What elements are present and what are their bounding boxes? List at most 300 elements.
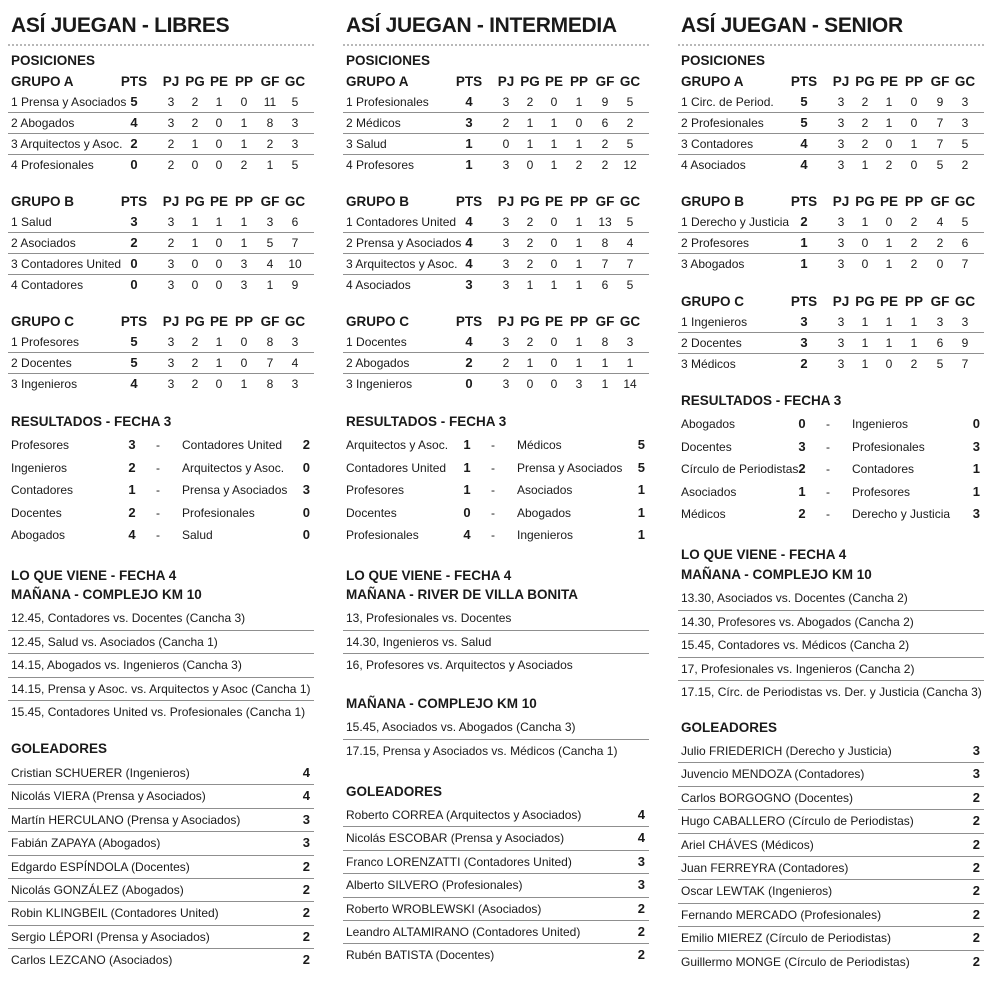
stat-pg: 0	[526, 158, 534, 172]
stat-pe: 0	[885, 215, 893, 229]
stat-pp: 2	[575, 158, 583, 172]
team-points: 0	[130, 277, 138, 292]
team-name	[346, 155, 414, 175]
result-row	[678, 481, 984, 504]
stat-pe: 1	[550, 278, 558, 292]
col-header-gc: GC	[954, 294, 976, 309]
standings-header	[343, 72, 649, 92]
scorer-row	[343, 944, 649, 966]
team-label: Contadores United	[356, 215, 457, 229]
stat-pp: 0	[240, 335, 248, 349]
team-label: Circ. de Period.	[691, 95, 774, 109]
away-team: Prensa y Asociados	[182, 483, 288, 497]
scorer-row	[8, 926, 314, 949]
group-name: GRUPO B	[11, 194, 75, 209]
team-name	[681, 212, 789, 232]
scorer-goals: 3	[302, 835, 310, 851]
team-points: 3	[130, 214, 138, 229]
col-header-pp: PP	[904, 294, 923, 309]
stat-gf: 2	[601, 158, 609, 172]
home-team: Profesionales	[346, 528, 419, 542]
scorer-row	[678, 740, 984, 763]
col-header-pp: PP	[904, 194, 923, 209]
result-row	[8, 524, 314, 547]
fixtures-list	[678, 587, 984, 704]
stat-gc: 3	[961, 95, 969, 109]
scorer-goals: 3	[972, 766, 980, 782]
col-header-pts: PTS	[120, 194, 148, 209]
scorer-name: Carlos LEZCANO (Asociados)	[11, 953, 173, 968]
col-header-pe: PE	[544, 194, 563, 209]
scorer-name: Robin KLINGBEIL (Contadores United)	[11, 906, 219, 921]
team-label: Profesionales	[356, 95, 429, 109]
stat-pp: 0	[240, 356, 248, 370]
stat-pe: 1	[885, 257, 893, 271]
result-row	[343, 434, 649, 457]
stat-pg: 2	[191, 95, 199, 109]
home-team: Profesores	[346, 483, 405, 497]
scorer-name: Leandro ALTAMIRANO (Contadores United)	[346, 924, 581, 939]
scorer-goals: 2	[637, 923, 645, 939]
team-label: Abogados	[690, 257, 745, 271]
score-separator: -	[491, 460, 495, 475]
col-header-pts: PTS	[455, 314, 483, 329]
stat-pp: 1	[910, 336, 918, 350]
team-position: 4	[346, 278, 353, 292]
team-position: 1	[346, 95, 353, 109]
col-header-pj: PJ	[832, 194, 850, 209]
stat-gc: 4	[291, 356, 299, 370]
away-score: 0	[302, 504, 310, 520]
stat-pg: 1	[526, 116, 534, 130]
team-points: 1	[465, 157, 473, 172]
col-header-pj: PJ	[497, 314, 515, 329]
team-position: 2	[346, 356, 353, 370]
venue-label-2: MAÑANA - COMPLEJO KM 10	[346, 696, 537, 711]
team-points: 3	[465, 115, 473, 130]
stat-pp: 1	[240, 215, 248, 229]
stat-pe: 2	[885, 158, 893, 172]
stat-pj: 3	[837, 95, 845, 109]
stat-pj: 3	[837, 357, 845, 371]
score-separator: -	[156, 505, 160, 520]
stat-gc: 3	[961, 315, 969, 329]
team-label: Ingenieros	[21, 377, 78, 391]
stat-pe: 1	[215, 215, 223, 229]
team-position: 3	[681, 137, 688, 151]
scorer-row	[343, 827, 649, 850]
team-label: Abogados	[355, 356, 410, 370]
results-list	[343, 434, 649, 547]
stat-pg: 1	[191, 215, 199, 229]
stat-pg: 0	[861, 236, 869, 250]
team-name	[681, 113, 764, 133]
standings-row	[343, 374, 649, 394]
team-name	[681, 254, 744, 274]
col-header-pts: PTS	[455, 74, 483, 89]
team-position: 3	[681, 357, 688, 371]
scorer-name: Roberto WROBLEWSKI (Asociados)	[346, 901, 542, 916]
stat-pp: 1	[575, 356, 583, 370]
title-divider	[343, 44, 649, 46]
home-score: 1	[463, 482, 471, 497]
home-team: Docentes	[346, 505, 397, 520]
posiciones-label: POSICIONES	[681, 53, 766, 68]
fixture-row: 13.30, Asociados vs. Docentes (Cancha 2)	[678, 587, 984, 611]
group-name: GRUPO A	[11, 74, 74, 89]
away-team: Ingenieros	[852, 417, 909, 431]
standings-row	[678, 134, 984, 155]
team-points: 5	[130, 94, 138, 109]
team-position: 2	[11, 116, 18, 130]
stat-gc: 9	[291, 278, 299, 292]
away-team: Profesionales	[852, 439, 925, 454]
stat-pp: 0	[910, 116, 918, 130]
fixture-row: 14.30, Profesores vs. Abogados (Cancha 2)	[678, 611, 984, 635]
standings-table-2	[678, 192, 984, 274]
scorer-goals: 2	[302, 928, 310, 944]
home-score: 3	[798, 438, 806, 454]
stat-gf: 8	[266, 335, 274, 349]
standings-row	[8, 113, 314, 134]
home-team: Abogados	[681, 417, 736, 431]
team-points: 5	[130, 334, 138, 349]
col-header-pg: PG	[855, 194, 875, 209]
stat-gc: 7	[961, 257, 969, 271]
stat-pg: 1	[526, 278, 534, 292]
stat-pg: 1	[861, 158, 869, 172]
team-name	[346, 212, 456, 232]
stat-pg: 1	[861, 215, 869, 229]
stat-pg: 1	[526, 137, 534, 151]
stat-pg: 0	[861, 257, 869, 271]
stat-pj: 3	[837, 336, 845, 350]
standings-header	[343, 312, 649, 332]
stat-pp: 3	[240, 257, 248, 271]
team-points: 4	[130, 376, 138, 391]
home-team: Asociados	[681, 484, 737, 499]
stat-gc: 5	[626, 137, 634, 151]
fixture-row: 14.30, Ingenieros vs. Salud	[343, 631, 649, 655]
stat-pp: 0	[575, 116, 583, 130]
team-label: Médicos	[356, 116, 401, 130]
group-name: GRUPO A	[346, 74, 409, 89]
stat-pj: 3	[837, 315, 845, 329]
team-position: 4	[11, 158, 18, 172]
scorer-goals: 4	[302, 788, 310, 804]
home-score: 4	[463, 527, 471, 542]
scorer-row	[678, 810, 984, 833]
fixtures-list	[8, 607, 314, 724]
col-header-gc: GC	[284, 74, 306, 89]
away-team: Profesores	[852, 484, 911, 499]
standings-row	[8, 134, 314, 155]
standings-row	[343, 233, 649, 254]
scorer-row	[678, 763, 984, 786]
standings-header	[678, 292, 984, 312]
scorer-row	[8, 785, 314, 808]
fixture-row: 15.45, Contadores United vs. Profesionales (Cancha 1)	[11, 705, 306, 719]
team-label: Docentes	[691, 336, 742, 350]
resultados-label: RESULTADOS - FECHA 3	[11, 414, 172, 429]
col-header-gf: GF	[595, 194, 615, 209]
standings-header	[678, 72, 984, 92]
results-list	[8, 434, 314, 547]
stat-pe: 0	[885, 137, 893, 151]
stat-pe: 0	[215, 257, 223, 271]
stat-gf: 6	[601, 278, 609, 292]
column-libres	[8, 0, 314, 989]
standings-row	[678, 354, 984, 374]
team-name	[346, 254, 457, 274]
stat-pj: 3	[502, 158, 510, 172]
stat-pp: 2	[910, 257, 918, 271]
scorer-row	[343, 804, 649, 827]
team-points: 5	[130, 355, 138, 370]
stat-pe: 0	[550, 236, 558, 250]
scorer-goals: 2	[972, 789, 980, 805]
standings-header	[8, 72, 314, 92]
team-position: 3	[11, 137, 18, 151]
col-header-pp: PP	[569, 194, 588, 209]
team-points: 5	[800, 115, 808, 130]
away-score: 5	[637, 437, 645, 452]
title-divider	[678, 44, 984, 46]
col-header-pe: PE	[544, 314, 563, 329]
team-points: 1	[800, 256, 808, 271]
stat-pj: 3	[502, 257, 510, 271]
scorer-name: Alberto SILVERO (Profesionales)	[346, 878, 523, 893]
resultados-label: RESULTADOS - FECHA 3	[681, 393, 842, 408]
stat-pp: 1	[240, 377, 248, 391]
fixture-row: 12.45, Contadores vs. Docentes (Cancha 3)	[8, 607, 314, 631]
goleadores-label: GOLEADORES	[11, 741, 108, 756]
stat-pg: 1	[861, 336, 869, 350]
stat-pp: 1	[575, 215, 583, 229]
lo-que-viene-label: LO QUE VIENE - FECHA 4	[346, 568, 512, 583]
scorer-name: Hugo CABALLERO (Círculo de Periodistas)	[681, 814, 914, 829]
team-points: 4	[465, 235, 473, 250]
scorer-row	[678, 880, 984, 903]
stat-gf: 2	[266, 137, 274, 151]
stat-gf: 0	[936, 257, 944, 271]
team-name	[681, 233, 749, 253]
home-team: Médicos	[681, 507, 726, 521]
stat-pe: 0	[885, 357, 893, 371]
team-name	[11, 353, 72, 373]
scorer-row	[678, 904, 984, 927]
scorer-name: Juvencio MENDOZA (Contadores)	[681, 767, 865, 782]
team-position: 4	[681, 158, 688, 172]
home-team: Abogados	[11, 528, 66, 542]
scorer-goals: 4	[302, 765, 310, 780]
standings-row	[678, 212, 984, 233]
fixture-row: 14.15, Abogados vs. Ingenieros (Cancha 3)	[8, 654, 314, 678]
home-team: Contadores United	[346, 460, 447, 475]
team-points: 0	[130, 256, 138, 271]
stat-pj: 3	[167, 356, 175, 370]
stat-pg: 2	[861, 116, 869, 130]
standings-table-3	[678, 292, 984, 374]
team-position: 2	[11, 236, 18, 250]
team-label: Arquitectos y Asoc.	[355, 257, 458, 271]
team-position: 3	[681, 257, 688, 271]
result-row	[678, 503, 984, 526]
scorer-row	[678, 787, 984, 810]
scorer-goals: 2	[972, 953, 980, 969]
stat-pg: 2	[191, 116, 199, 130]
scorer-goals: 2	[972, 930, 980, 946]
home-team: Contadores	[11, 483, 74, 497]
scorer-goals: 4	[637, 830, 645, 846]
home-team: Docentes	[11, 505, 62, 520]
home-score: 2	[128, 459, 136, 475]
col-header-pe: PE	[209, 194, 228, 209]
col-header-pg: PG	[855, 74, 875, 89]
team-name	[11, 254, 121, 274]
team-points: 3	[800, 335, 808, 350]
standings-row	[343, 212, 649, 233]
stat-gf: 2	[936, 236, 944, 250]
stat-gf: 5	[266, 236, 274, 250]
result-row	[8, 479, 314, 502]
stat-gf: 8	[266, 377, 274, 391]
standings-row	[343, 134, 649, 155]
team-name	[346, 353, 409, 373]
home-score: 4	[128, 527, 136, 542]
stat-pj: 3	[837, 116, 845, 130]
stat-gc: 14	[623, 377, 637, 391]
standings-header	[343, 192, 649, 212]
team-label: Prensa y Asociados	[356, 236, 462, 250]
scorers-list	[8, 762, 314, 972]
team-label: Médicos	[691, 357, 736, 371]
result-row	[8, 434, 314, 457]
stat-pp: 1	[240, 116, 248, 130]
stat-gc: 3	[961, 116, 969, 130]
home-score: 1	[463, 459, 471, 475]
stat-gf: 8	[601, 335, 609, 349]
col-header-pg: PG	[520, 314, 540, 329]
home-score: 2	[128, 504, 136, 520]
scorer-row	[8, 762, 314, 785]
team-label: Arquitectos y Asoc.	[20, 137, 123, 151]
stat-pp: 1	[575, 335, 583, 349]
stat-pe: 1	[550, 158, 558, 172]
standings-row	[678, 155, 984, 175]
stat-pg: 0	[526, 377, 534, 391]
goleadores-label: GOLEADORES	[346, 784, 443, 799]
scorer-goals: 2	[302, 952, 310, 968]
col-header-pe: PE	[209, 74, 228, 89]
stat-pp: 3	[575, 377, 583, 391]
away-score: 3	[302, 482, 310, 497]
stat-gf: 1	[266, 158, 274, 172]
team-label: Docentes	[21, 356, 72, 370]
team-position: 4	[346, 158, 353, 172]
stat-gf: 9	[601, 95, 609, 109]
scorer-goals: 3	[637, 877, 645, 893]
stat-pg: 1	[861, 357, 869, 371]
standings-header	[678, 192, 984, 212]
posiciones-label: POSICIONES	[11, 53, 96, 68]
team-name	[11, 233, 76, 253]
team-points: 4	[800, 157, 808, 172]
stat-pe: 0	[215, 278, 223, 292]
stat-pe: 1	[885, 336, 893, 350]
scorer-row	[678, 927, 984, 950]
group-name: GRUPO C	[346, 314, 410, 329]
home-score: 1	[798, 483, 806, 499]
team-points: 2	[130, 235, 138, 250]
team-name	[11, 275, 83, 295]
team-points: 4	[465, 334, 473, 349]
score-separator: -	[156, 528, 160, 542]
scorer-goals: 2	[302, 858, 310, 874]
col-header-pts: PTS	[120, 314, 148, 329]
scorer-row	[8, 809, 314, 832]
standings-table-2	[343, 192, 649, 295]
scorer-goals: 2	[972, 859, 980, 875]
stat-gf: 1	[601, 356, 609, 370]
standings-row	[8, 254, 314, 275]
score-separator: -	[826, 507, 830, 521]
home-score: 1	[128, 482, 136, 497]
home-score: 2	[798, 461, 806, 476]
team-position: 1	[681, 315, 688, 329]
score-separator: -	[156, 460, 160, 475]
team-points: 4	[800, 136, 808, 151]
scorer-row	[343, 851, 649, 874]
team-position: 3	[11, 377, 18, 391]
stat-gc: 3	[291, 137, 299, 151]
away-team: Médicos	[517, 438, 562, 452]
team-name	[681, 155, 746, 175]
stat-gf: 1	[601, 377, 609, 391]
stat-pj: 3	[837, 137, 845, 151]
team-points: 5	[800, 94, 808, 109]
team-position: 1	[681, 215, 688, 229]
team-name	[11, 374, 77, 394]
team-position: 1	[11, 335, 18, 349]
stat-pg: 1	[526, 356, 534, 370]
scorer-goals: 3	[972, 743, 980, 758]
stat-pp: 1	[240, 236, 248, 250]
away-team: Abogados	[517, 505, 572, 520]
col-header-pg: PG	[185, 74, 205, 89]
team-label: Derecho y Justicia	[691, 215, 790, 229]
standings-row	[678, 92, 984, 113]
team-position: 3	[346, 377, 353, 391]
stat-gf: 5	[936, 357, 944, 371]
lo-que-viene-label: LO QUE VIENE - FECHA 4	[11, 568, 177, 583]
stat-pg: 2	[191, 356, 199, 370]
score-separator: -	[156, 483, 160, 497]
scorer-row	[8, 902, 314, 925]
col-header-pp: PP	[234, 74, 253, 89]
stat-gf: 6	[936, 336, 944, 350]
col-header-pts: PTS	[790, 74, 818, 89]
stat-pe: 1	[215, 95, 223, 109]
col-header-pe: PE	[544, 74, 563, 89]
away-score: 3	[972, 506, 980, 521]
fixture-row: 17, Profesionales vs. Ingenieros (Cancha 2)	[678, 658, 984, 682]
scorer-goals: 4	[637, 807, 645, 822]
team-name	[681, 134, 753, 154]
stat-pj: 3	[167, 257, 175, 271]
team-position: 3	[346, 137, 353, 151]
stat-gf: 8	[266, 116, 274, 130]
